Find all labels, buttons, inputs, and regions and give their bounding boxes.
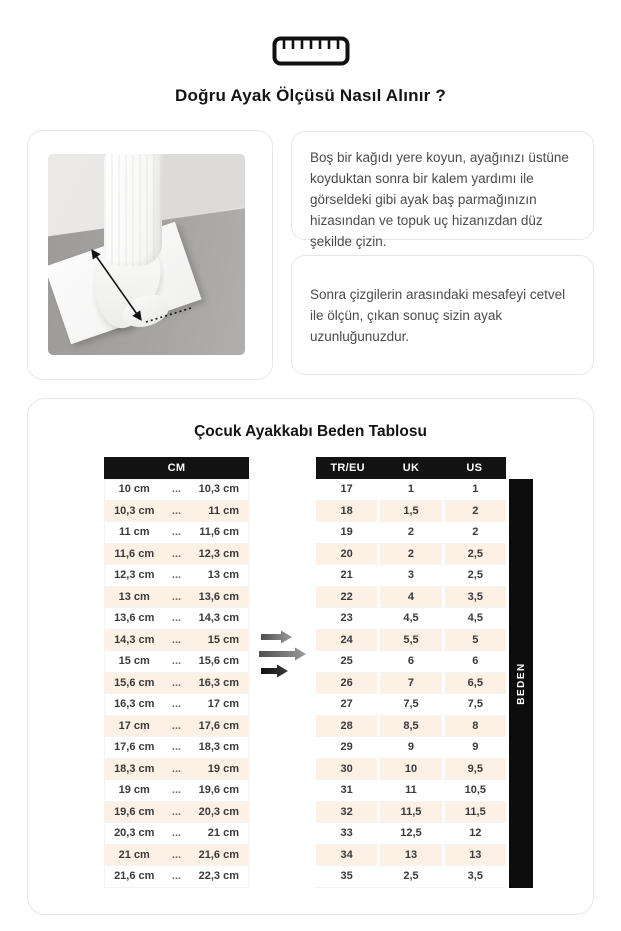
cm-max: 13,6 cm	[198, 590, 239, 603]
sizes-header-us: US	[466, 462, 483, 474]
size-tr-eu: 23	[340, 612, 353, 624]
size-uk: 11,5	[380, 802, 441, 823]
cm-table-row	[104, 673, 249, 695]
sizes-table-row	[316, 544, 506, 566]
cm-separator: ...	[171, 805, 182, 818]
size-tr-eu: 18	[316, 501, 377, 522]
size-us: 6	[472, 655, 479, 667]
cm-table-row	[104, 544, 249, 566]
size-tr-eu: 30	[316, 759, 377, 780]
measurement-arrow	[48, 154, 245, 355]
sizes-table	[316, 457, 506, 888]
cm-max: 11,6 cm	[199, 526, 239, 538]
size-tr-eu: 19	[340, 526, 353, 538]
size-us: 5	[445, 630, 506, 651]
size-tr-eu: 24	[316, 630, 377, 651]
size-uk: 4	[380, 587, 441, 608]
size-tr-eu: 21	[340, 569, 353, 581]
cm-table-row	[104, 716, 249, 738]
size-us: 13	[445, 845, 506, 866]
sizes-table-row	[316, 780, 506, 802]
cm-max: 15 cm	[207, 633, 239, 646]
beden-side-bar	[509, 479, 533, 888]
cm-max: 14,3 cm	[198, 612, 239, 624]
foot-measurement-photo-card	[27, 130, 273, 380]
sizes-table-row	[316, 716, 506, 738]
size-us: 9	[472, 741, 479, 753]
size-uk: 9	[407, 741, 415, 753]
cm-table-row	[104, 845, 249, 867]
cm-min: 10 cm	[118, 483, 150, 495]
size-tr-eu: 22	[316, 587, 377, 608]
sizes-table-row	[316, 587, 506, 609]
cm-table-body	[104, 479, 249, 888]
cm-max: 17,6 cm	[198, 719, 239, 732]
cm-min: 14,3 cm	[114, 633, 155, 646]
size-us: 3,5	[445, 587, 506, 608]
cm-separator: ...	[171, 569, 182, 581]
size-uk: 5,5	[380, 630, 441, 651]
cm-min: 15 cm	[118, 655, 150, 667]
cm-table-row	[104, 780, 249, 802]
cm-separator: ...	[171, 526, 182, 538]
size-tr-eu: 26	[316, 673, 377, 694]
size-us: 10,5	[464, 784, 487, 796]
cm-min: 21 cm	[118, 848, 150, 861]
cm-max: 19,6 cm	[198, 784, 239, 796]
cm-min: 17 cm	[118, 719, 150, 732]
size-uk: 11	[405, 784, 417, 796]
cm-separator: ...	[171, 676, 182, 689]
size-us: 4,5	[467, 612, 483, 624]
cm-table-row	[104, 501, 249, 523]
size-uk: 10	[380, 759, 441, 780]
instruction-box-1	[291, 131, 594, 249]
sizes-table-row	[316, 565, 506, 587]
sizes-table-row	[316, 759, 506, 781]
sizes-table-row	[316, 608, 506, 630]
size-tr-eu: 25	[340, 655, 353, 667]
cm-table-row	[104, 651, 249, 673]
cm-max: 15,6 cm	[198, 655, 239, 667]
instruction-box-2	[291, 255, 594, 375]
cm-max: 12,3 cm	[198, 547, 239, 560]
cm-max: 18,3 cm	[198, 741, 239, 753]
sizes-header-uk: UK	[402, 462, 420, 474]
beden-label: BEDEN	[515, 662, 527, 705]
cm-max: 21 cm	[207, 827, 239, 839]
cm-separator: ...	[171, 633, 182, 646]
size-us: 2,5	[445, 544, 506, 565]
cm-table-row	[104, 479, 249, 501]
cm-separator: ...	[171, 762, 182, 775]
sizes-table-row	[316, 651, 506, 673]
cm-max: 16,3 cm	[198, 676, 239, 689]
cm-table-row	[104, 694, 249, 716]
cm-min: 19 cm	[118, 784, 150, 796]
cm-min: 20,3 cm	[114, 827, 155, 839]
cm-separator: ...	[171, 698, 182, 710]
sizes-table-row	[316, 823, 506, 845]
size-uk: 1	[407, 483, 415, 495]
cm-table-row	[104, 866, 249, 888]
sizes-table-row	[316, 737, 506, 759]
cm-min: 11 cm	[118, 526, 150, 538]
size-tr-eu: 27	[340, 698, 353, 710]
cm-max: 19 cm	[207, 762, 239, 775]
size-us: 1	[472, 483, 479, 495]
cm-max: 21,6 cm	[198, 848, 239, 861]
cm-table-row	[104, 608, 249, 630]
instruction-text-1: Boş bir kağıdı yere koyun, ayağınızı üstüne koyduktan sonra bir kalem yardımı ile görseldeki gibi ayak baş parmağınızın hizasından ve topuk uç hizanızdan düz şekilde çizin.	[310, 150, 569, 249]
size-uk: 8,5	[380, 716, 441, 737]
size-us: 3,5	[467, 870, 483, 882]
sizes-table-row	[316, 845, 506, 867]
cm-separator: ...	[171, 504, 182, 517]
conversion-arrows-icon	[255, 626, 317, 684]
instruction-text-2: Sonra çizgilerin arasındaki mesafeyi cetvel ile ölçün, çıkan sonuç sizin ayak uzunluğunuzdur.	[310, 286, 566, 344]
size-uk: 2,5	[403, 870, 419, 882]
size-uk: 3	[407, 569, 415, 581]
cm-separator: ...	[171, 612, 182, 624]
size-tr-eu: 29	[340, 741, 353, 753]
cm-table	[104, 457, 249, 888]
size-tr-eu: 20	[316, 544, 377, 565]
size-table-card	[27, 398, 594, 915]
size-uk: 13	[380, 845, 441, 866]
size-us: 8	[445, 716, 506, 737]
cm-min: 15,6 cm	[114, 676, 155, 689]
cm-separator: ...	[171, 870, 182, 882]
sizes-table-row	[316, 522, 506, 544]
size-tr-eu: 17	[340, 483, 353, 495]
cm-separator: ...	[171, 848, 182, 861]
cm-separator: ...	[171, 741, 182, 753]
cm-table-row	[104, 522, 249, 544]
size-us: 9,5	[445, 759, 506, 780]
size-uk: 7,5	[403, 698, 419, 710]
size-uk: 2	[380, 544, 441, 565]
size-uk: 12,5	[400, 827, 422, 839]
sizes-table-row	[316, 866, 506, 888]
size-us: 11,5	[445, 802, 506, 823]
size-uk: 7	[380, 673, 441, 694]
cm-min: 18,3 cm	[114, 762, 155, 775]
size-us: 6,5	[445, 673, 506, 694]
ruler-icon	[0, 36, 621, 71]
cm-table-row	[104, 630, 249, 652]
cm-separator: ...	[171, 655, 182, 667]
size-uk: 6	[407, 655, 415, 667]
size-tr-eu: 34	[316, 845, 377, 866]
size-tr-eu: 33	[340, 827, 353, 839]
sizes-table-row	[316, 802, 506, 824]
sizes-table-header-row	[316, 457, 506, 479]
size-tr-eu: 31	[340, 784, 353, 796]
cm-max: 20,3 cm	[198, 805, 239, 818]
cm-min: 10,3 cm	[114, 504, 155, 517]
sizes-table-row	[316, 479, 506, 501]
size-tr-eu: 32	[316, 802, 377, 823]
size-us: 2,5	[467, 569, 483, 581]
cm-min: 16,3 cm	[114, 698, 155, 710]
cm-separator: ...	[171, 784, 182, 796]
cm-separator: ...	[171, 590, 182, 603]
cm-min: 19,6 cm	[114, 805, 155, 818]
sizes-table-row	[316, 694, 506, 716]
cm-separator: ...	[171, 483, 182, 495]
sizes-table-row	[316, 630, 506, 652]
cm-min: 11,6 cm	[114, 547, 155, 560]
cm-table-row	[104, 587, 249, 609]
size-table-title: Çocuk Ayakkabı Beden Tablosu	[194, 423, 427, 440]
cm-min: 13 cm	[118, 590, 150, 603]
sizes-table-body	[316, 479, 506, 888]
sizes-table-row	[316, 501, 506, 523]
cm-table-row	[104, 802, 249, 824]
cm-max: 10,3 cm	[198, 483, 239, 495]
cm-max: 17 cm	[207, 698, 239, 710]
cm-table-header: CM	[104, 457, 249, 479]
size-uk: 1,5	[380, 501, 441, 522]
cm-table-row	[104, 759, 249, 781]
size-us: 2	[445, 501, 506, 522]
cm-max: 22,3 cm	[198, 870, 239, 882]
cm-table-row	[104, 823, 249, 845]
cm-min: 21,6 cm	[114, 870, 155, 882]
size-uk: 2	[407, 526, 415, 538]
cm-min: 13,6 cm	[114, 612, 155, 624]
size-tr-eu: 28	[316, 716, 377, 737]
size-us: 12	[469, 827, 482, 839]
cm-max: 11 cm	[208, 504, 239, 517]
size-us: 2	[472, 526, 479, 538]
cm-table-row	[104, 737, 249, 759]
cm-table-row	[104, 565, 249, 587]
cm-min: 17,6 cm	[114, 741, 155, 753]
cm-min: 12,3 cm	[114, 569, 155, 581]
cm-separator: ...	[171, 827, 182, 839]
size-tr-eu: 35	[340, 870, 353, 882]
cm-separator: ...	[171, 547, 182, 560]
sizes-header-tr-eu: TR/EU	[330, 462, 365, 474]
sizes-table-row	[316, 673, 506, 695]
size-us: 7,5	[467, 698, 483, 710]
size-uk: 4,5	[403, 612, 419, 624]
foot-measurement-photo	[48, 154, 245, 355]
cm-separator: ...	[171, 719, 182, 732]
page-title: Doğru Ayak Ölçüsü Nasıl Alınır ?	[175, 86, 446, 105]
cm-max: 13 cm	[207, 569, 239, 581]
